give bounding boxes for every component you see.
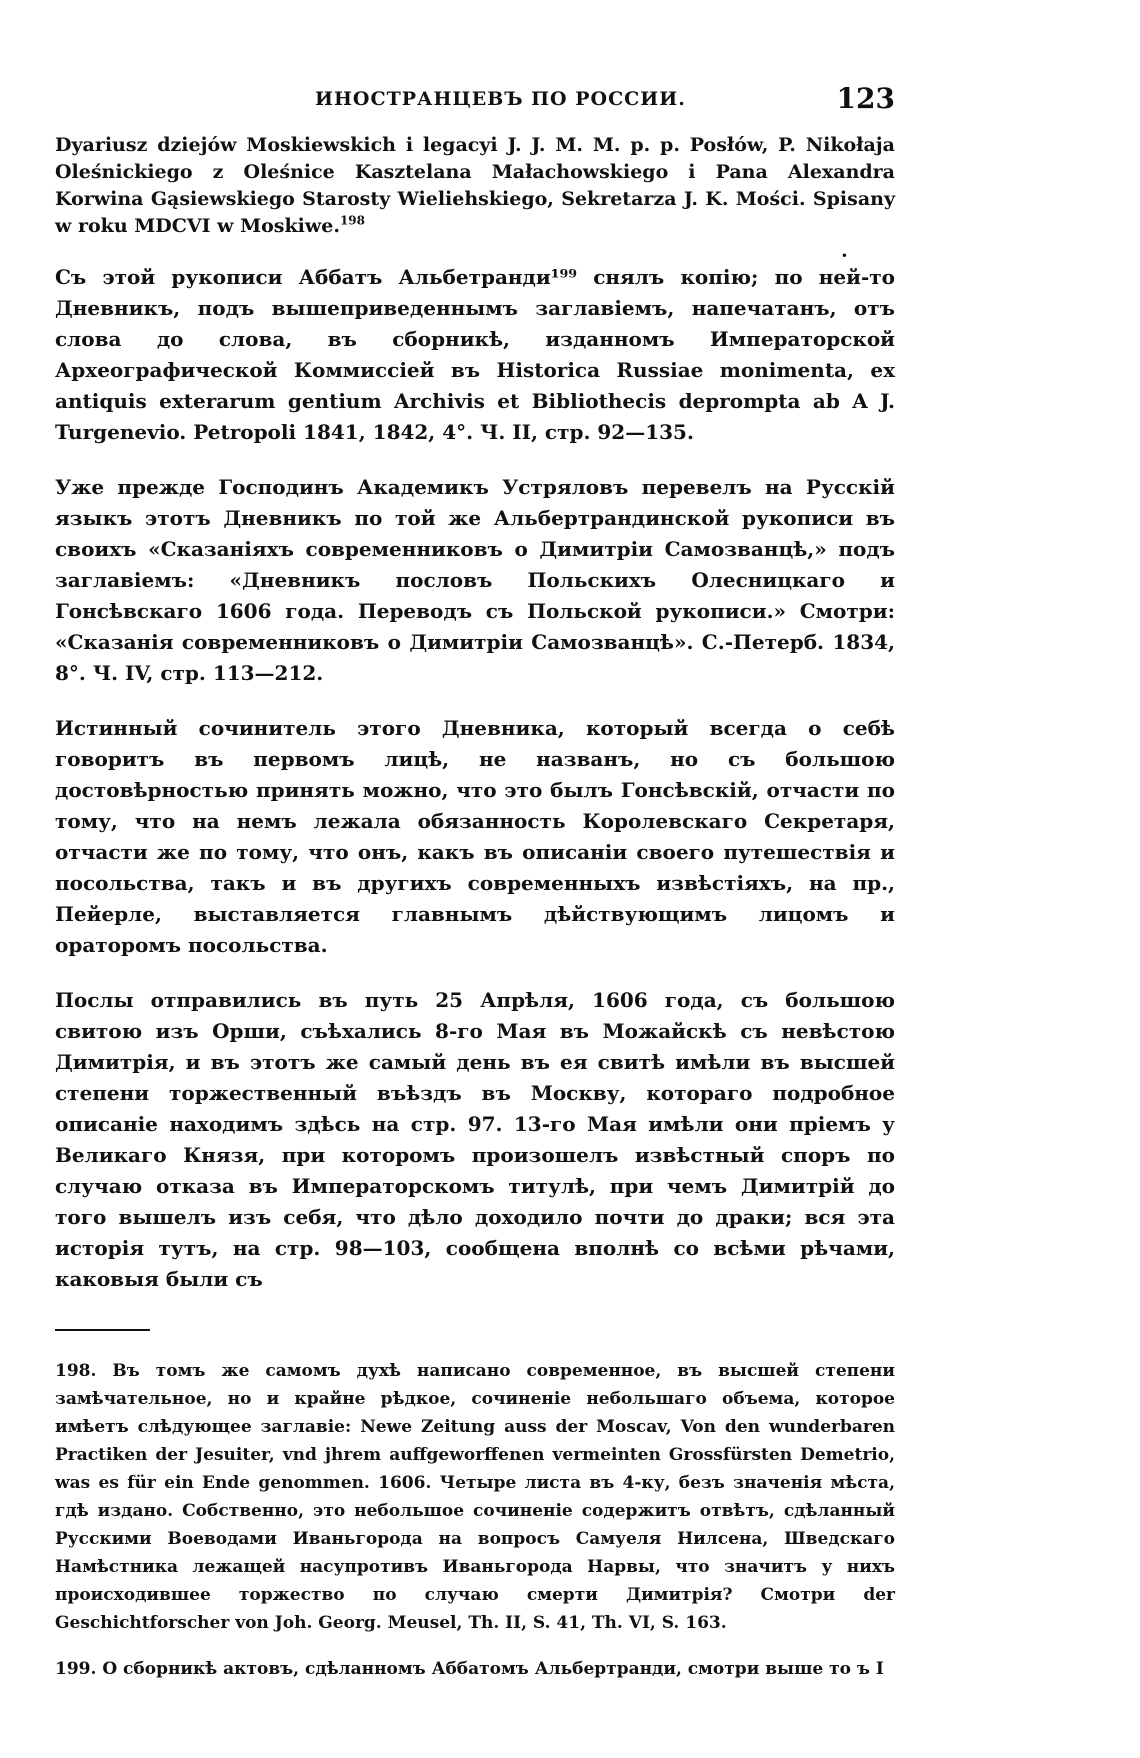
running-title: ИНОСТРАНЦЕВЪ ПО РОССИИ. [315,88,686,110]
footnote-separator [55,1329,150,1331]
book-page [55,80,895,1701]
footnote-ref-198: 198 [339,213,365,228]
document-title-text: Dyariusz dziejów Moskiewskich i legacyi J. J. M. M. p. p. Posłów, P. Nikołaja Oleśnickiego z Oleśnice Kasztelana Małachowskiego i Pana Alexandra Korwina Gąsiewskiego Starosty Wieliehskiego, Sekretarza J. K. Mości. Spisany w roku MDCVI w Moskiwe. [55,134,895,237]
running-head [55,80,895,120]
paragraph-2: Уже прежде Господинъ Академикъ Устряловъ перевелъ на Русскій языкъ этотъ Дневникъ по той же Альбертрандинской рукописи въ своихъ «Сказаніяхъ современниковъ о Димитріи Самозванцѣ,» подъ заглавіемъ: «Дневникъ пословъ Польскихъ Олесницкаго и Гонсѣвскаго 1606 года. Переводъ съ Польской рукописи.» Смотри: «Сказанія современниковъ о Димитріи Самозванцѣ». С.-Петерб. 1834, 8°. Ч. IV, стр. 113—212. [55,475,895,685]
document-title-block [55,132,895,240]
footnote-199: 199. О сборникѣ актовъ, сдѣланномъ Аббатомъ Альбертранди, смотри выше то ъ I [55,1659,884,1679]
paragraph-3: Истинный сочинитель этого Дневника, который всегда о себѣ говоритъ въ первомъ лицѣ, не названъ, но съ большою достовѣрностью принять можно, что это былъ Гонсѣвскій, отчасти по тому, что на немъ лежала обязанность Королевскаго Секретаря, отчасти же по тому, что онъ, какъ въ описаніи своего путешествія и посольства, такъ и въ другихъ современныхъ извѣстіяхъ, на пр., Пейерле, выставляется главнымъ дѣйствующимъ лицомъ и ораторомъ посольства. [55,716,895,957]
paragraph-1: Съ этой рукописи Аббатъ Альбетранди¹⁹⁹ снялъ копію; по ней-то Дневникъ, подъ вышеприведеннымъ заглавіемъ, напечатанъ, отъ слова до слова, въ сборникѣ, изданномъ Императорской Археографической Коммиссіей въ Historica Russiae monimenta, ex antiquis exterarum gentium Archivis et Bibliothecis deprompta ab A J. Turgenevio. Petropoli 1841, 1842, 4°. Ч. II, стр. 92—135. [55,265,895,444]
bullet-mark: • [840,249,848,263]
footnote-198: 198. Въ томъ же самомъ духѣ написано современное, въ высшей степени замѣчательное, но и крайне рѣдкое, сочиненіе небольшаго объема, которое имѣетъ слѣдующее заглавіе: Newe Zeitung auss der Moscav, Von den wunderbaren Practiken der Jesuiter, vnd jhrem auffgeworffenen vermeinten Grossfürsten Demetrio, was es für ein Ende genommen. 1606. Четыре листа въ 4-ку, безъ значенія мѣста, гдѣ издано. Собственно, это небольшое сочиненіе содержитъ отвѣтъ, сдѣланный Русскими Воеводами Иваньгорода на вопросъ Самуеля Нилсена, Шведскаго Намѣстника лежащей насупротивъ Иваньгорода Нарвы, что значитъ у нихъ происходившее торжество по случаю смерти Димитрія? Смотри der Geschichtforscher von Joh. Georg. Meusel, Th. II, S. 41, Th. VI, S. 163. [55,1361,895,1633]
paragraph-4: Послы отправились въ путь 25 Апрѣля, 1606 года, съ большою свитою изъ Орши, съѣхались 8-го Мая въ Можайскѣ съ невѣстою Димитрія, и въ этотъ же самый день въ ея свитѣ имѣли въ высшей степени торжественный въѣздъ въ Москву, котораго подробное описаніе находимъ здѣсь на стр. 97. 13-го Мая имѣли они пріемъ у Великаго Князя, при которомъ произошелъ извѣстный споръ по случаю отказа въ Императорскомъ титулѣ, при чемъ Димитрій до того вышелъ изъ себя, что дѣло доходило почти до драки; вся эта исторія тутъ, на стр. 98—103, сообщена вполнѣ со всѣми рѣчами, каковыя были съ [55,988,895,1291]
page-number: 123 [836,82,895,115]
